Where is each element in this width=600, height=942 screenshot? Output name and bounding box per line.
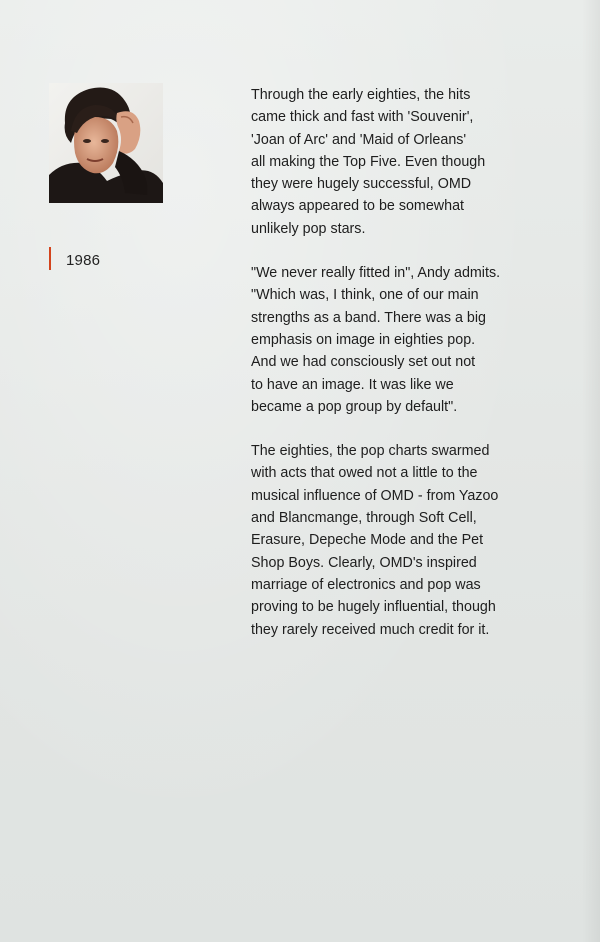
text-line: 'Joan of Arc' and 'Maid of Orleans' — [251, 131, 467, 148]
text-line: "Which was, I think, one of our main — [251, 287, 479, 304]
text-line: Erasure, Depeche Mode and the Pet — [251, 532, 484, 549]
text-line: to have an image. It was like we — [251, 376, 454, 393]
portrait-photo — [49, 83, 163, 203]
text-line: strengths as a band. There was a big — [251, 309, 486, 326]
paragraph-2 — [251, 262, 551, 418]
text-line: always appeared to be somewhat — [251, 198, 464, 215]
article-body — [251, 84, 551, 663]
paragraph-3 — [251, 440, 551, 641]
text-line: Shop Boys. Clearly, OMD's inspired — [251, 554, 477, 571]
text-line: they were hugely successful, OMD — [251, 176, 472, 193]
portrait-image — [49, 83, 163, 203]
text-line: Through the early eighties, the hits — [251, 87, 471, 103]
text-line: unlikely pop stars. — [251, 220, 366, 237]
text-line: became a pop group by default". — [251, 398, 458, 415]
text-line: they rarely received much credit for it. — [251, 621, 490, 638]
text-line: musical influence of OMD - from Yazoo — [251, 487, 499, 504]
text-line: emphasis on image in eighties pop. — [251, 331, 476, 348]
text-line: all making the Top Five. Even though — [251, 153, 486, 170]
year-marker-bar — [49, 247, 51, 270]
text-line: with acts that owed not a little to the — [251, 465, 478, 482]
text-line: proving to be hugely influential, though — [251, 599, 496, 616]
year-label: 1986 — [66, 252, 101, 269]
page-edge-shadow — [582, 0, 600, 942]
text-line: marriage of electronics and pop was — [251, 576, 481, 593]
text-line: and Blancmange, through Soft Cell, — [251, 510, 477, 527]
text-line: "We never really fitted in", Andy admits. — [251, 265, 501, 282]
paragraph-1 — [251, 84, 551, 240]
text-line: came thick and fast with 'Souvenir', — [251, 109, 474, 126]
text-line: And we had consciously set out not — [251, 354, 476, 371]
text-line: The eighties, the pop charts swarmed — [251, 443, 490, 460]
